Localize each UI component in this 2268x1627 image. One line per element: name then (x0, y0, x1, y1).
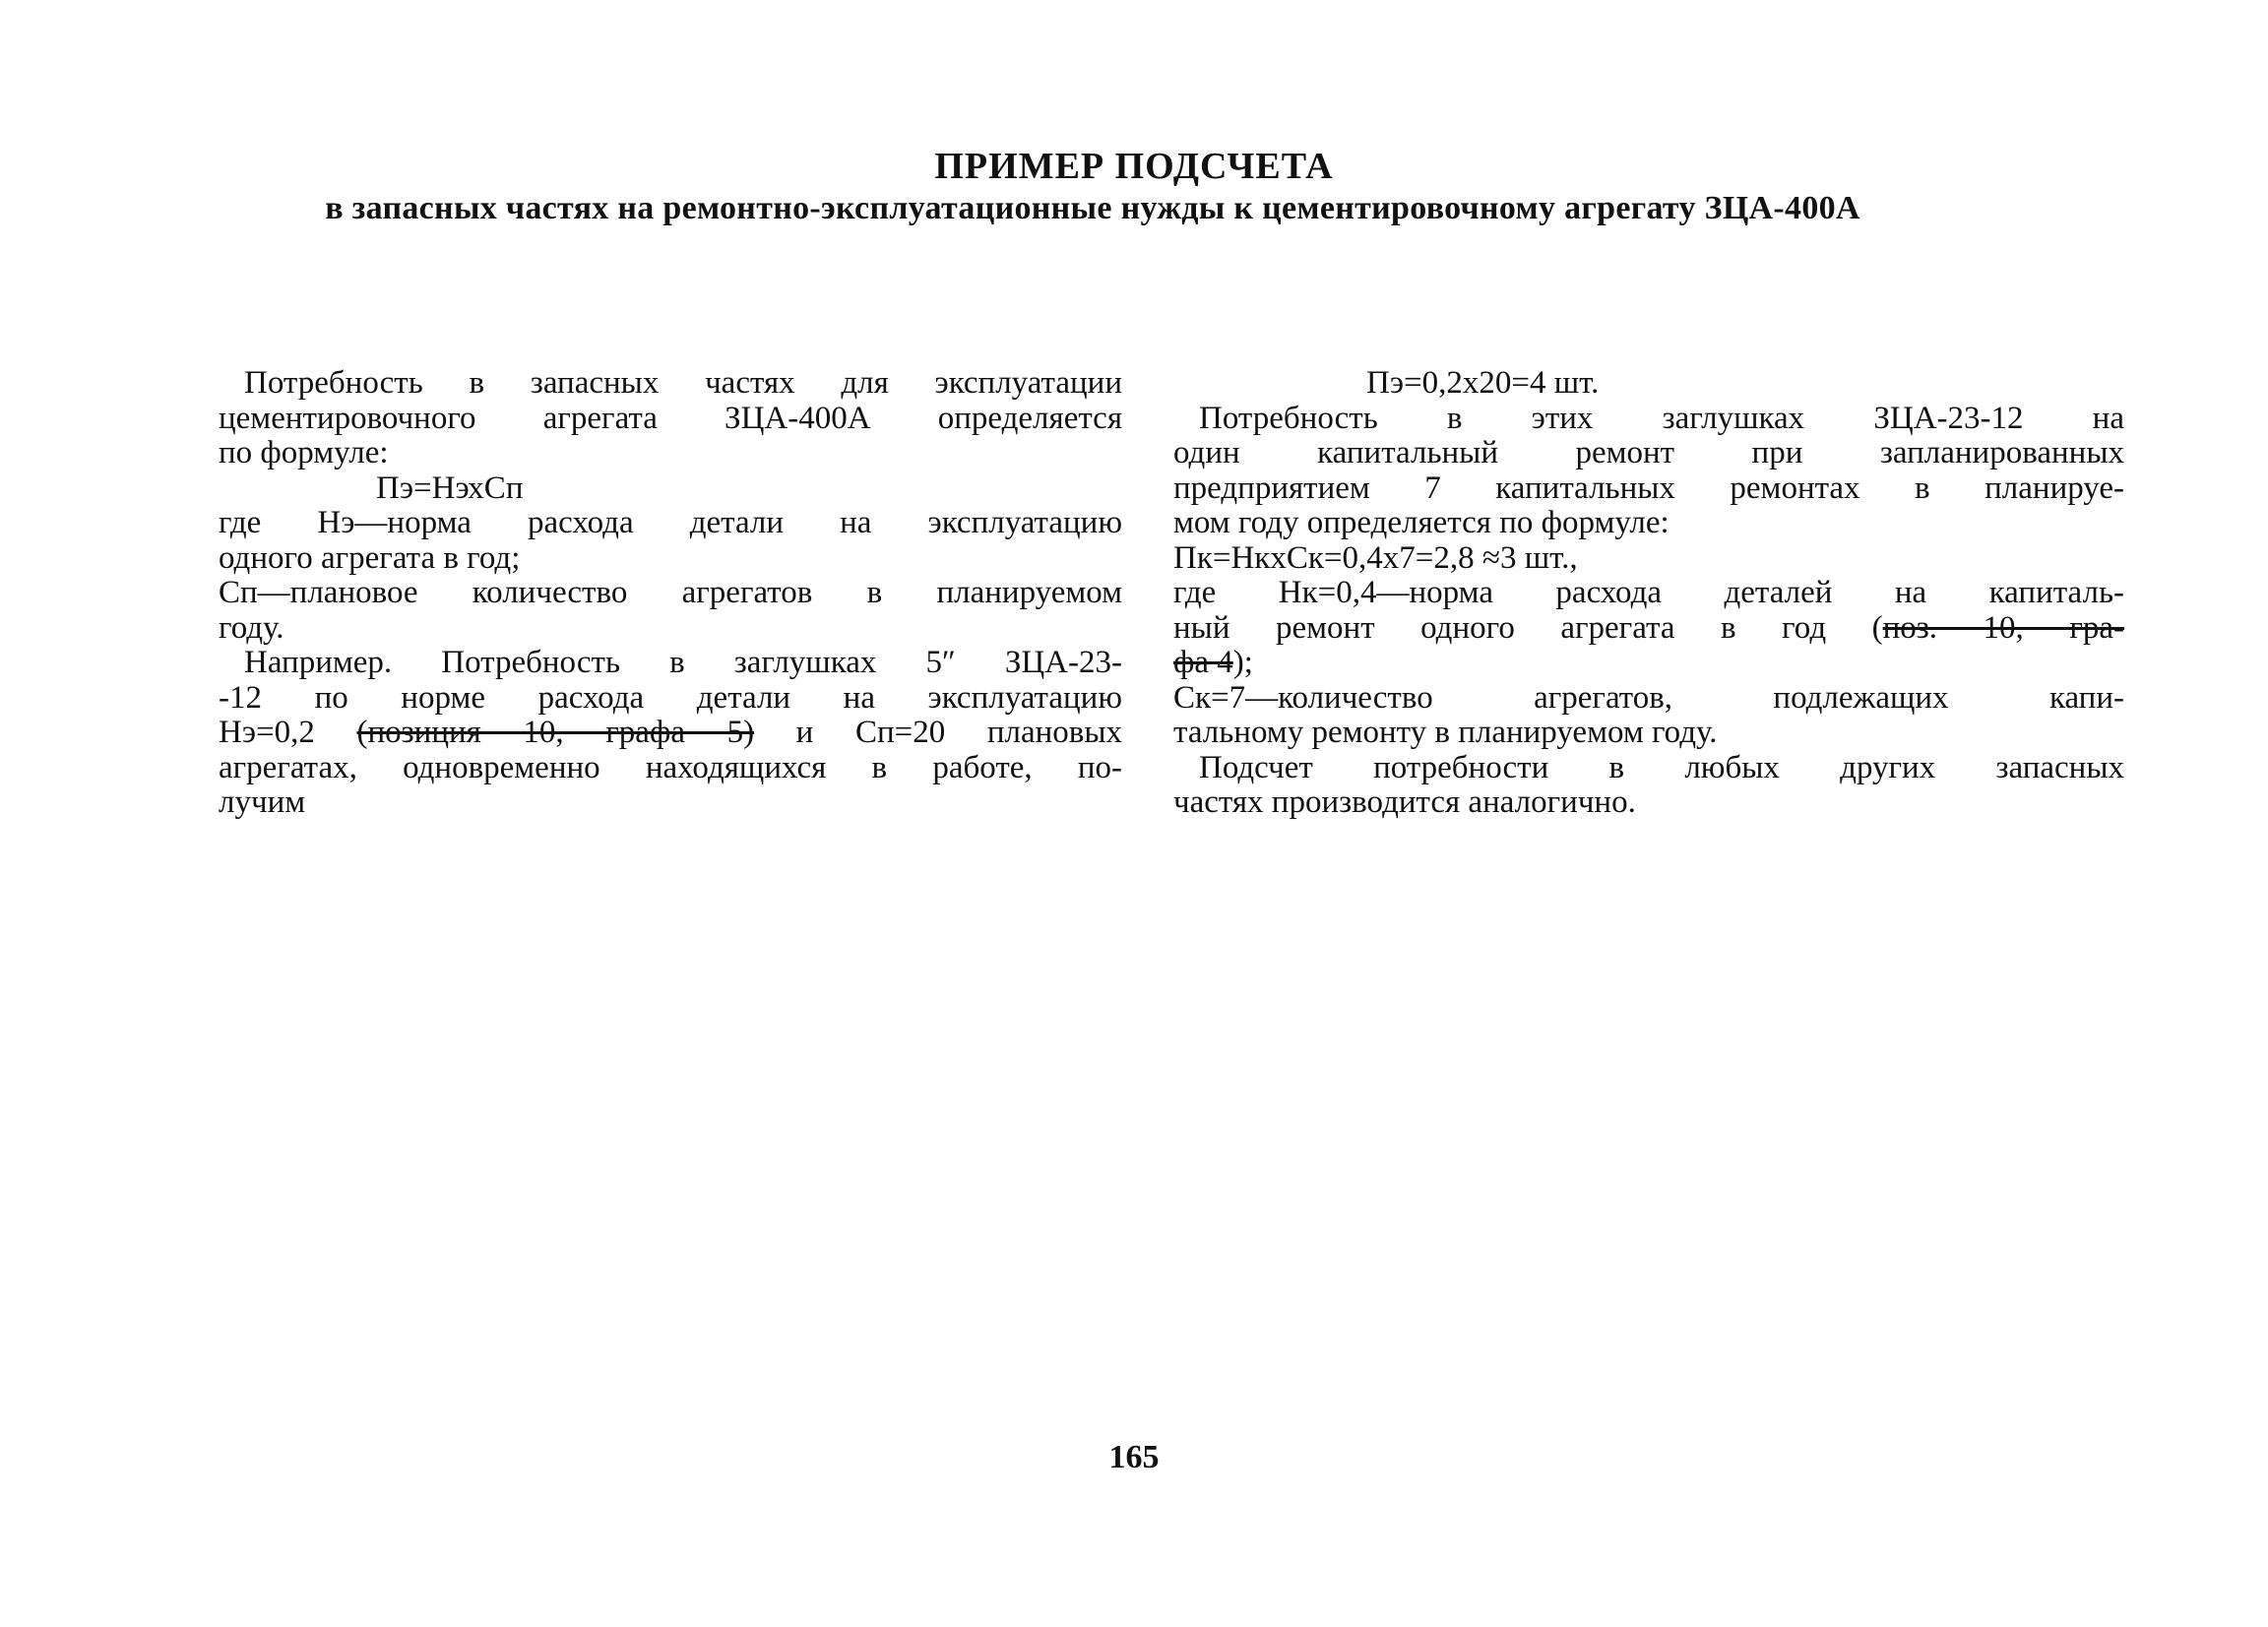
definition-line: Сп—плановое количество агрегатов в планируемом (219, 575, 1122, 610)
paragraph-capital-line: мом году определяется по формуле: (1173, 505, 1670, 540)
left-column (219, 366, 1122, 821)
page-number: 165 (1108, 1439, 1160, 1475)
definition-text: ный ремонт одного агрегата в год ( (1173, 609, 1883, 646)
example-line: -12 по норме расхода детали на эксплуатацию (219, 679, 1122, 716)
example-text: и Сп=20 плановых (754, 715, 1123, 750)
formula-result: Пэ=0,2х20=4 шт. (1366, 365, 1600, 401)
example-line: агрегатах, одновременно находящихся в работе, по- (219, 749, 1122, 785)
paragraph-capital-line: один капитальный ремонт при запланированных (1173, 435, 2124, 470)
example-line: Например. Потребность в заглушках 5″ ЗЦА-23- (244, 645, 1122, 680)
struck-out-reference: фа 4 (1173, 645, 1233, 680)
definition-line (1173, 611, 2124, 647)
definition-text: ); (1232, 645, 1253, 680)
page-subtitle: в запасных частях на ремонтно-эксплуатационные нужды к цементировочному агрегату ЗЦА-400А (325, 190, 1860, 226)
definition-line: где Нэ—норма расхода детали на эксплуатацию (219, 505, 1122, 540)
definition-line: тальному ремонту в планируемом году. (1173, 715, 1718, 750)
definition-line (1173, 646, 2124, 681)
paragraph-capital-line: Потребность в этих заглушках ЗЦА-23-12 на (1199, 400, 2124, 436)
formula-capital-repair: Пк=НкхСк=0,4х7=2,8 ≈3 шт., (1173, 539, 1578, 576)
page-title: ПРИМЕР ПОДСЧЕТА (934, 146, 1334, 187)
paragraph-intro-line: Потребность в запасных частях для эксплуатации (244, 365, 1122, 401)
struck-out-reference: поз. 10, гра- (1882, 609, 2124, 646)
struck-out-reference: (позиция 10, графа 5) (356, 715, 755, 750)
paragraph-capital-line: предприятием 7 капитальных ремонтах в планируе- (1173, 469, 2124, 506)
paragraph-intro-line: цементировочного агрегата ЗЦА-400А определяется (219, 400, 1122, 436)
example-text: Нэ=0,2 (219, 715, 357, 750)
conclusion-line: Подсчет потребности в любых других запасных (1199, 749, 2124, 785)
formula-consumption: Пэ=НэхСп (376, 469, 524, 506)
definition-line: одного агрегата в год; (219, 539, 521, 576)
example-line: лучим (219, 784, 306, 820)
definition-line: году. (219, 609, 284, 646)
conclusion-line: частях производится аналогично. (1173, 784, 1636, 820)
definition-line: Ск=7—количество агрегатов, подлежащих капи- (1173, 679, 2124, 716)
paragraph-intro-line: по формуле: (219, 435, 389, 470)
example-line (219, 716, 1122, 751)
definition-line: где Нк=0,4—норма расхода деталей на капиталь- (1173, 575, 2124, 610)
right-column (1173, 366, 2124, 821)
